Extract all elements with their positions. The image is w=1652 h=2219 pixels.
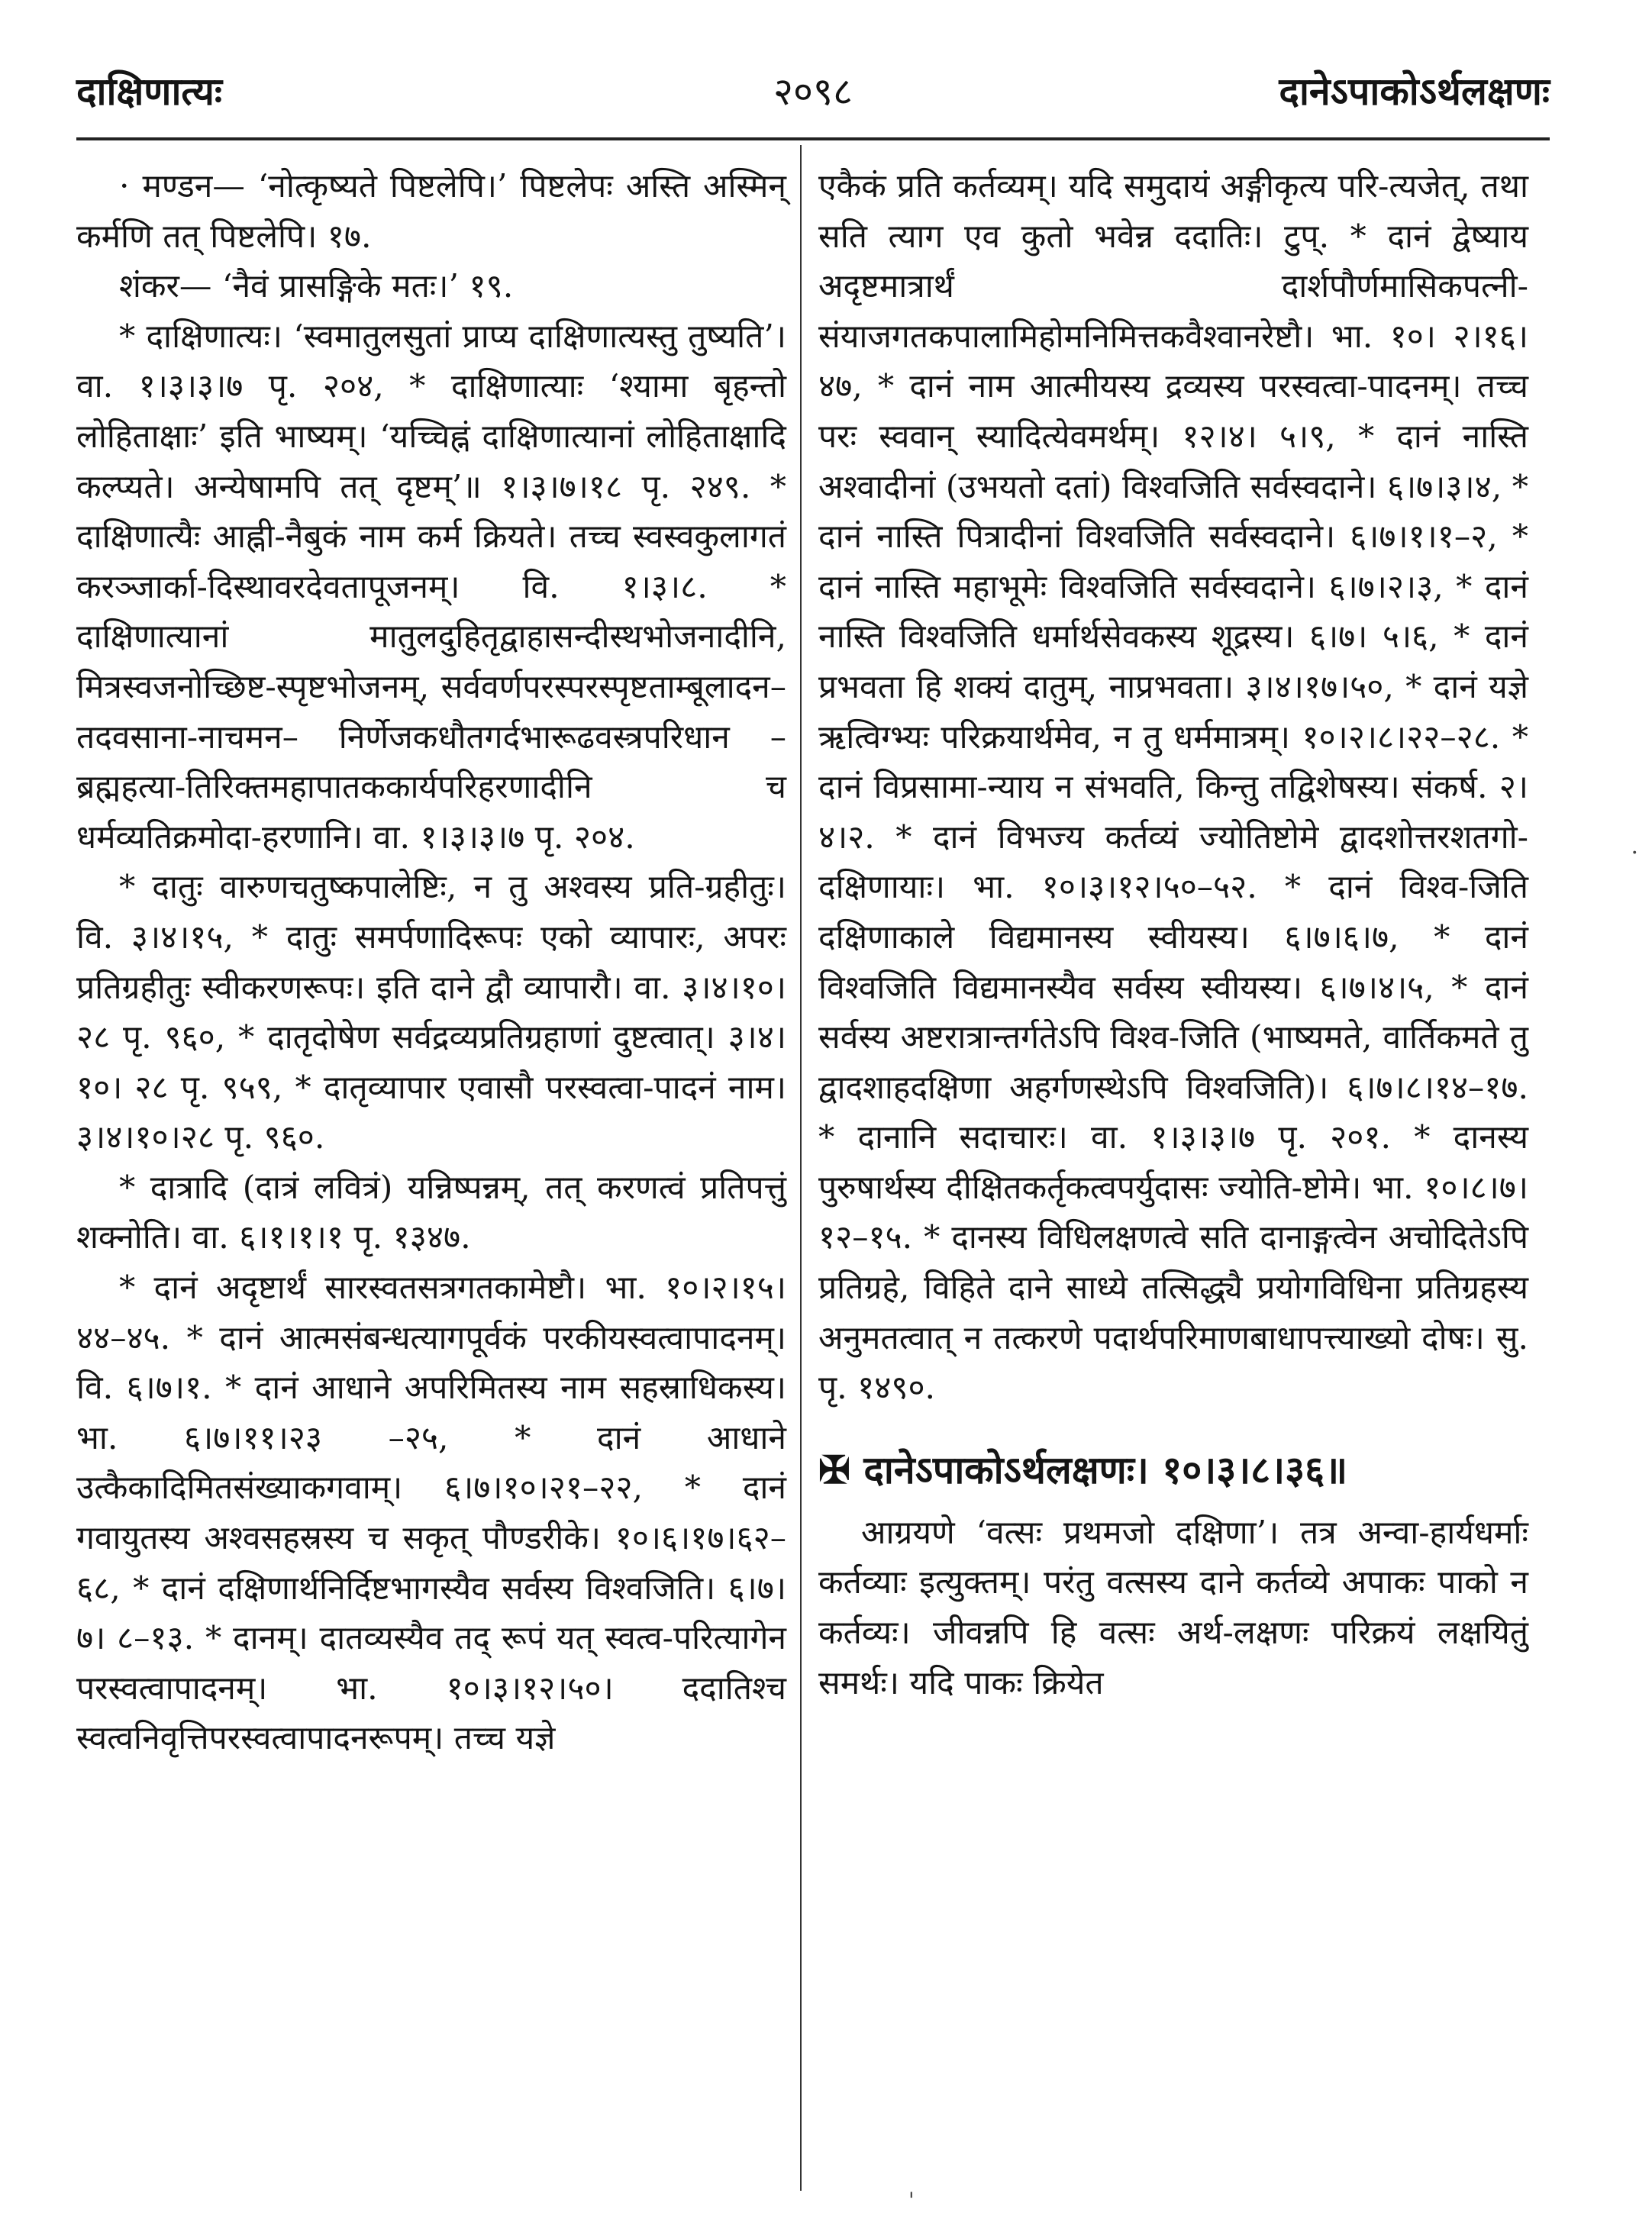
left-paragraph: * दानं अदृष्टार्थं सारस्वतसत्रगतकामेष्टौ। भा. १०।२।१५।४४–४५. * दानं आत्मसंबन्धत्यागपूर्वकं परकीयस्वत्वापादनम्। वि. ६।७।१. * दानं आधाने अपरिमितस्य नाम सहस्राधिकस्य। भा. ६।७।११।२३ –२५, * दानं आधाने उत्कैकादिमितसंख्याकगवाम्। ६।७।१०।२१–२२, * दानं गवायुतस्य अश्वसहस्रस्य च सकृत् पौण्डरीके। १०।६।१७।६२–६८, * दानं दक्षिणार्थनिर्दिष्टभागस्यैव सर्वस्य विश्वजिति। ६।७।७। ८–१३. * दानम्। दातव्यस्यैव तद् रूपं यत् स्वत्व-परित्यागेन परस्वत्वापादनम्। भा. १०।३।१२।५०। ददातिश्च स्वत्वनिवृत्तिपरस्वत्वापादनरूपम्। तच्च यज्ञे — [76, 1269, 786, 1758]
left-paragraph: * दाक्षिणात्यः। ‘स्वमातुलसुतां प्राप्य दाक्षिणात्यस्तु तुष्यति’। वा. १।३।३।७ पृ. २०४, * दाक्षिणात्याः ‘श्यामा बृहन्तो लोहिताक्षाः’ इति भाष्यम्। ‘यच्चिह्नं दाक्षिणात्यानां लोहिताक्षादि कल्प्यते। अन्येषामपि तत् दृष्टम्’॥ १।३।७।१८ पृ. २४९. * दाक्षिणात्यैः आह्नी-नैबुकं नाम कर्म क्रियते। तच्च स्वस्वकुलागतं करञ्जार्का-दिस्थावरदेवतापूजनम्। वि. १।३।८. * दाक्षिणात्यानां मातुलदुहितृद्वाहासन्दीस्थभोजनादीनि, मित्रस्वजनोच्छिष्ट-स्पृष्टभोजनम्, सर्ववर्णपरस्परस्पृष्टताम्बूलादन–तदवसाना-नाचमन– निर्णेजकधौतगर्दभारूढवस्त्रपरिधान – ब्रह्महत्या-तिरिक्तमहापातककार्यपरिहरणादीनि च धर्मव्यतिक्रमोदा-हरणानि। वा. १।३।३।७ पृ. २०४. — [76, 318, 786, 856]
left-paragraph: · मण्डन— ‘नोत्कृष्यते पिष्टलेपि।’ पिष्टलेपः अस्ति अस्मिन् कर्मणि तत् पिष्टलेपि। १७. — [76, 168, 786, 256]
right-paragraph: एकैकं प्रति कर्तव्यम्। यदि समुदायं अङ्गीकृत्य परि-त्यजेत्, तथा सति त्याग एव कुतो भवेन्न ददातिः। टुप्. * दानं द्वेष्याय अदृष्टमात्रार्थं दार्शपौर्णमासिकपत्नी-संयाजगतकपालामिहोमनिमित्तकवैश्वानरेष्टौ। भा. १०। २।१६।४७, * दानं नाम आत्मीयस्य द्रव्यस्य परस्वत्वा-पादनम्। तच्च परः स्ववान् स्यादित्येवमर्थम्। १२।४। ५।९, * दानं नास्ति अश्वादीनां (उभयतो दतां) विश्वजिति सर्वस्वदाने। ६।७।३।४, * दानं नास्ति पित्रादीनां विश्वजिति सर्वस्वदाने। ६।७।१।१–२, * दानं नास्ति महाभूमेः विश्वजिति सर्वस्वदाने। ६।७।२।३, * दानं नास्ति विश्वजिति धर्मार्थसेवकस्य शूद्रस्य। ६।७। ५।६, * दानं प्रभवता हि शक्यं दातुम्, नाप्रभवता। ३।४।१७।५०, * दानं यज्ञे ऋत्विग्भ्यः परिक्रयार्थमेव, न तु धर्ममात्रम्। १०।२।८।२२–२८. * दानं विप्रसामा-न्याय न संभवति, किन्तु तद्विशेषस्य। संकर्ष. २।४।२. * दानं विभज्य कर्तव्यं ज्योतिष्टोमे द्वादशोत्तरशतगो-दक्षिणायाः। भा. १०।३।१२।५०–५२. * दानं विश्व-जिति दक्षिणाकाले विद्यमानस्य स्वीयस्य। ६।७।६।७, * दानं विश्वजिति विद्यमानस्यैव सर्वस्य स्वीयस्य। ६।७।४।५, * दानं सर्वस्य अष्टरात्रान्तर्गतेऽपि विश्व-जिति (भाष्यमते, वार्तिकमते तु द्वादशाहदक्षिणा अहर्गणस्थेऽपि विश्वजिति)। ६।७।८।१४–१७. * दानानि सदाचारः। वा. १।३।३।७ पृ. २०१. * दानस्य पुरुषार्थस्य दीक्षितकर्तृकत्वपर्युदासः ज्योति-ष्टोमे। भा. १०।८।७।१२–१५. * दानस्य विधिलक्षणत्वे सति दानाङ्गत्वेन अचोदितेऽपि प्रतिग्रहे, विहिते दाने साध्ये तत्सिद्ध्यै प्रयोगविधिना प्रतिग्रहस्य अनुमतत्वात् न तत्करणे पदार्थपरिमाणबाधापत्त्याख्यो दोषः। सु. पृ. १४९०. — [818, 168, 1528, 1408]
section-heading — [818, 1440, 1528, 1501]
section-marker-icon: ✠ — [818, 1447, 850, 1492]
header-left-keyword: दाक्षिणात्यः — [76, 69, 222, 114]
column-divider — [800, 145, 802, 2191]
section-body: आग्रयणे ‘वत्सः प्रथमजो दक्षिणा’। तत्र अन्वा-हार्यधर्माः कर्तव्याः इत्युक्तम्। परंतु वत्सस्य दाने कर्तव्ये अपाकः पाको न कर्तव्यः। जीवन्नपि हि वत्सः अर्थ-लक्षणः परिक्रयं लक्षयितुं समर्थः। यदि पाकः क्रियेत — [818, 1514, 1528, 1702]
left-column — [76, 162, 786, 1764]
margin-mark: · — [1631, 840, 1638, 866]
left-paragraph: शंकर— ‘नैवं प्रासङ्गिके मतः।’ १९. — [119, 268, 514, 306]
right-column — [818, 162, 1528, 1708]
left-paragraph: * दात्रादि (दात्रं लवित्रं) यन्निष्पन्नम्, तत् करणत्वं प्रतिपत्तुं शक्नोति। वा. ६।१।१।१ पृ. १३४७. — [76, 1169, 786, 1257]
section-title: दानेऽपाकोऽर्थलक्षणः। १०।३।८।३६॥ — [863, 1447, 1348, 1492]
page-number: २०९८ — [773, 69, 853, 114]
running-header — [76, 64, 1550, 140]
foot-mark: ' — [908, 2188, 915, 2213]
header-right-keyword: दानेऽपाकोऽर्थलक्षणः — [1279, 69, 1550, 114]
header-rule — [76, 137, 1550, 140]
left-paragraph: * दातुः वारुणचतुष्कपालेष्टिः, न तु अश्वस्य प्रति-ग्रहीतुः। वि. ३।४।१५, * दातुः समर्पणादिरूपः एको व्यापारः, अपरः प्रतिग्रहीतुः स्वीकरणरूपः। इति दाने द्वौ व्यापारौ। वा. ३।४।१०।२८ पृ. ९६०, * दातृदोषेण सर्वद्रव्यप्रतिग्रहाणां दुष्टत्वात्। ३।४।१०। २८ पृ. ९५९, * दातृव्यापार एवासौ परस्वत्वा-पादनं नाम। ३।४।१०।२८ पृ. ९६०. — [76, 869, 786, 1157]
